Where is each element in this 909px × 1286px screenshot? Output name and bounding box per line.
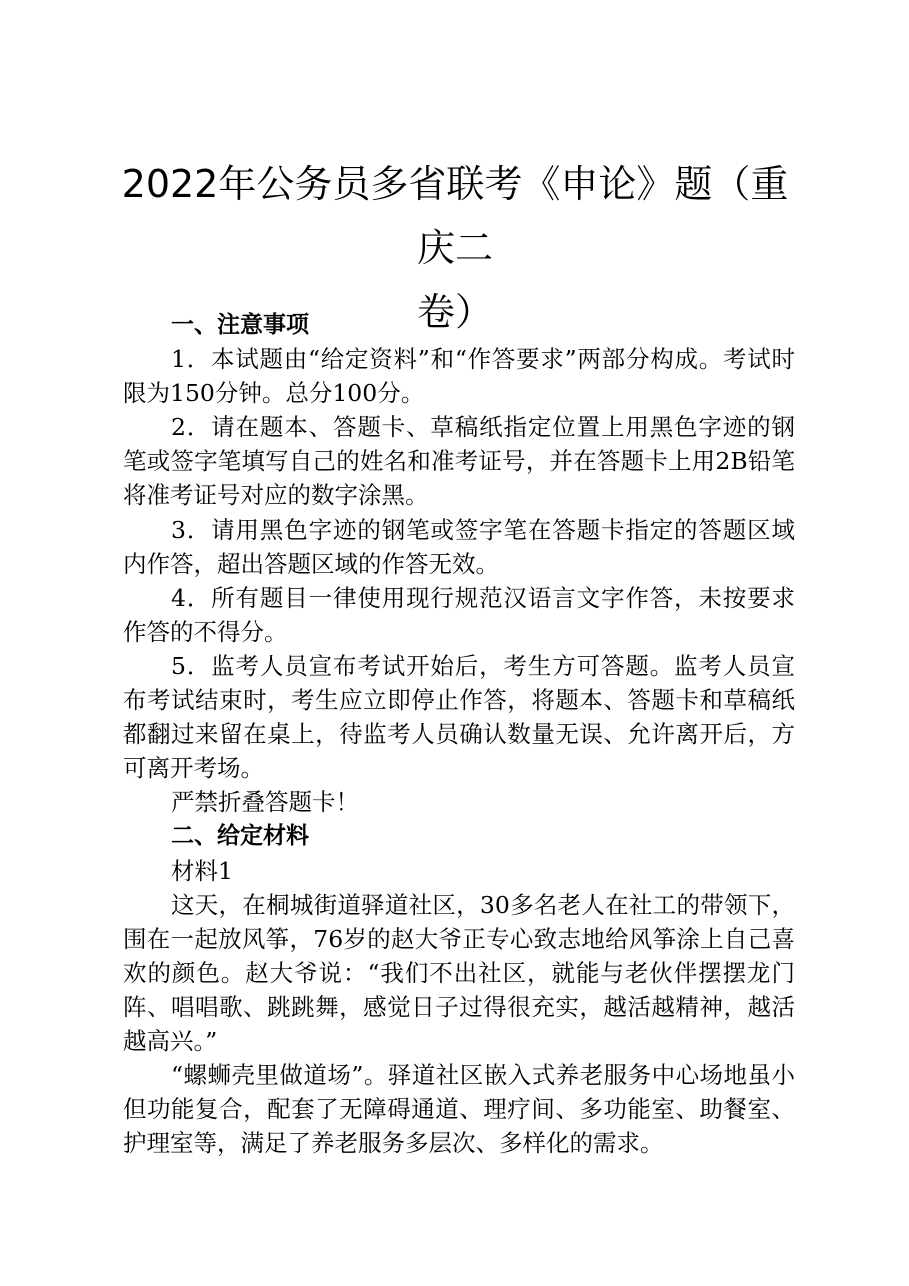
section-heading-notes: 一、注意事项 — [171, 312, 309, 338]
note-item: 5．监考人员宣布考试开始后，考生方可答题。监考人员宣布考试结束时，考生应立即停止作答，将题本、答题卡和草稿纸都翻过来留在桌上，待监考人员确认数量无误、允许离开后，方可离开考场。 — [123, 651, 795, 783]
document-body — [123, 308, 795, 1160]
title-line-2: 卷） — [416, 290, 493, 334]
section-heading-materials: 二、给定材料 — [171, 823, 309, 850]
note-warning: 严禁折叠答题卡！ — [171, 788, 359, 817]
material-label: 材料1 — [171, 856, 233, 885]
material-paragraph: “螺蛳壳里做道场”。驿道社区嵌入式养老服务中心场地虽小但功能复合，配套了无障碍通道、理疗间、多功能室、助餐室、护理室等，满足了养老服务多层次、多样化的需求。 — [123, 1061, 795, 1158]
material-paragraph: 这天，在桐城街道驿道社区，30多名老人在社工的带领下，围在一起放风筝，76岁的赵大爷正专心致志地给风筝涂上自己喜欢的颜色。赵大爷说：“我们不出社区，就能与老伙伴摆摆龙门阵、唱唱歌、跳跳舞，感觉日子过得很充实，越活越精神，越活越高兴。” — [123, 890, 795, 1055]
note-item: 2．请在题本、答题卡、草稿纸指定位置上用黑色字迹的钢笔或签字笔填写自己的姓名和准考证号，并在答题卡上用2B铅笔将准考证号对应的数字涂黑。 — [123, 413, 795, 510]
note-item: 3．请用黑色字迹的钢笔或签字笔在答题卡指定的答题区域内作答，超出答题区域的作答无效。 — [123, 515, 795, 578]
note-item: 1．本试题由“给定资料”和“作答要求”两部分构成。考试时限为150分钟。总分100分。 — [123, 345, 795, 408]
note-item: 4．所有题目一律使用现行规范汉语言文字作答，未按要求作答的不得分。 — [123, 583, 795, 646]
title-line-1: 2022年公务员多省联考《申论》题（重庆二 — [121, 162, 789, 270]
